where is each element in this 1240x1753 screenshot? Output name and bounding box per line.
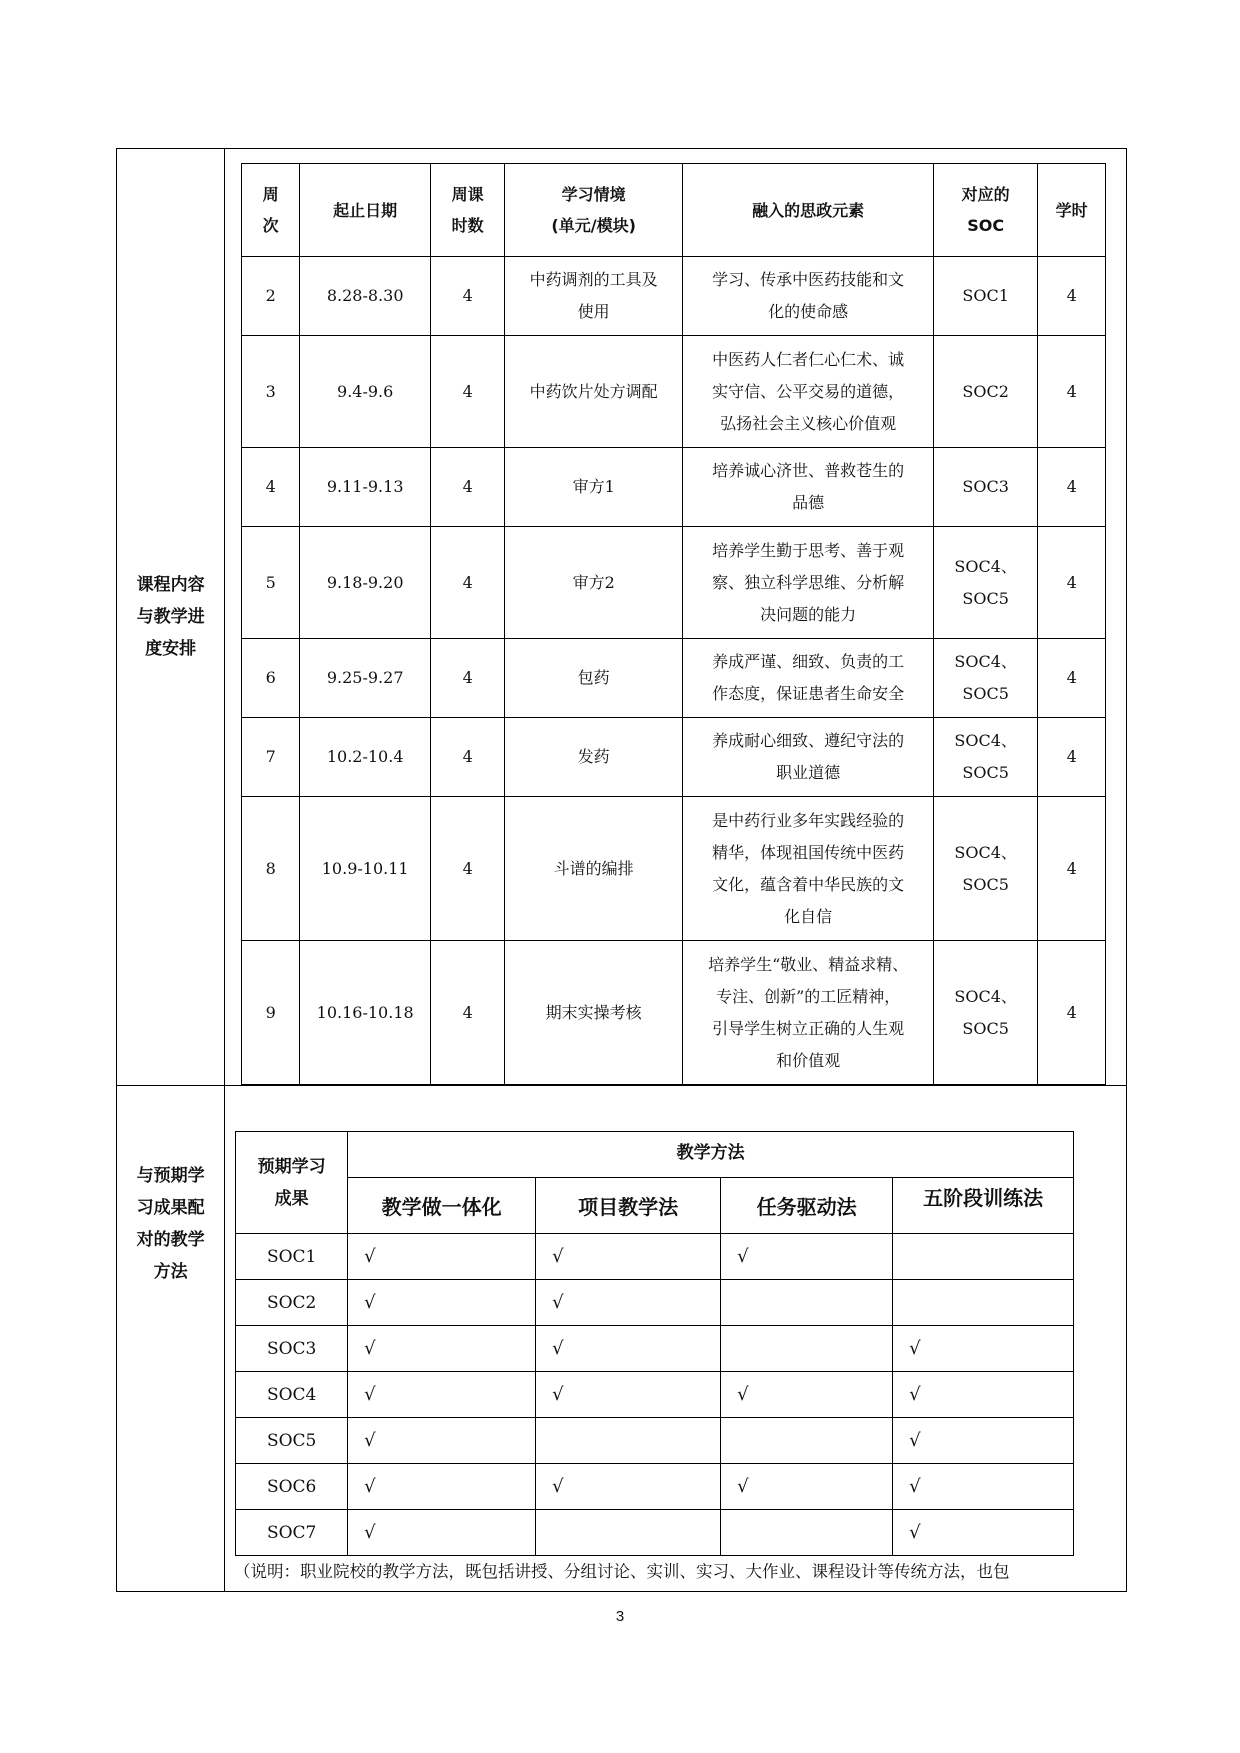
ideology-cell-line: 职业道德 xyxy=(776,763,841,782)
header-ideology: 融入的思政元素 xyxy=(683,164,934,257)
outcome-header: 预期学习 成果 xyxy=(236,1132,348,1234)
module-cell xyxy=(505,336,683,448)
module-cell xyxy=(505,797,683,941)
outcome-soc-cell: SOC4 xyxy=(236,1372,348,1418)
module-cell xyxy=(505,639,683,718)
module-cell xyxy=(505,941,683,1085)
ideology-cell-line: 化自信 xyxy=(784,906,833,926)
module-cell xyxy=(505,718,683,797)
weekly-hours-cell: 4 xyxy=(431,639,505,718)
module-cell-line: 斗谱的编排 xyxy=(553,858,634,878)
check-mark-cell: √ xyxy=(536,1326,721,1372)
check-mark-cell: √ xyxy=(893,1464,1074,1510)
schedule-row xyxy=(242,797,1106,941)
methods-row xyxy=(236,1372,1074,1418)
check-mark-cell xyxy=(721,1326,893,1372)
methods-subheader-row xyxy=(236,1178,1074,1234)
schedule-row xyxy=(242,448,1106,527)
methods-group-header: 教学方法 xyxy=(348,1132,1074,1178)
ideology-cell xyxy=(683,718,934,797)
weekly-hours-cell: 4 xyxy=(431,527,505,639)
dates-cell: 9.18-9.20 xyxy=(300,527,431,639)
soc-cell xyxy=(934,257,1038,336)
check-mark-cell xyxy=(721,1510,893,1556)
check-mark-cell xyxy=(893,1234,1074,1280)
soc-cell-line: SOC5 xyxy=(962,763,1009,782)
hours-cell: 4 xyxy=(1038,448,1106,527)
section2-label-line: 与预期学 xyxy=(136,1166,205,1186)
check-mark-cell: √ xyxy=(348,1372,536,1418)
soc-cell xyxy=(934,336,1038,448)
methods-row xyxy=(236,1418,1074,1464)
dates-cell: 9.25-9.27 xyxy=(300,639,431,718)
ideology-cell-line: 培养学生“敬业、精益求精、 xyxy=(708,954,909,974)
ideology-cell-line: 学习、传承中医药技能和文 xyxy=(712,270,905,289)
soc-cell xyxy=(934,527,1038,639)
soc-cell-line: SOC2 xyxy=(962,381,1009,401)
module-cell-line: 使用 xyxy=(577,302,610,321)
ideology-cell-line: 养成严谨、细致、负责的工 xyxy=(712,652,905,671)
section2-label xyxy=(117,1086,225,1592)
method-integrated: 教学做一体化 xyxy=(348,1178,536,1234)
outcome-soc-cell: SOC1 xyxy=(236,1234,348,1280)
ideology-cell-line: 察、独立科学思维、分析解 xyxy=(712,572,905,592)
check-mark-cell: √ xyxy=(536,1280,721,1326)
method-project: 项目教学法 xyxy=(536,1178,721,1234)
ideology-cell-line: 是中药行业多年实践经验的 xyxy=(712,810,905,830)
week-cell: 4 xyxy=(242,448,300,527)
header-weekly-hours: 周课 时数 xyxy=(431,164,505,257)
soc-cell xyxy=(934,718,1038,797)
hours-cell: 4 xyxy=(1038,336,1106,448)
outcome-soc-cell: SOC6 xyxy=(236,1464,348,1510)
soc-cell-line: SOC5 xyxy=(962,684,1009,703)
ideology-cell-line: 和价值观 xyxy=(776,1050,841,1070)
soc-cell-line: SOC4、 xyxy=(954,731,1017,750)
methods-table xyxy=(235,1131,1074,1556)
ideology-cell-line: 化的使命感 xyxy=(768,302,849,321)
check-mark-cell xyxy=(536,1418,721,1464)
module-cell xyxy=(505,527,683,639)
check-mark-cell: √ xyxy=(893,1418,1074,1464)
method-five-stage: 五阶段训练法 xyxy=(893,1178,1074,1234)
methods-row xyxy=(236,1510,1074,1556)
schedule-container xyxy=(225,149,1127,1086)
methods-note: （说明：职业院校的教学方法，既包括讲授、分组讨论、实训、实习、大作业、课程设计等传统方法，也包 xyxy=(234,1562,1010,1581)
methods-row xyxy=(236,1234,1074,1280)
soc-cell-line: SOC4、 xyxy=(954,556,1017,576)
ideology-cell-line: 实守信、公平交易的道德， xyxy=(712,381,905,401)
weekly-hours-cell: 4 xyxy=(431,257,505,336)
soc-cell xyxy=(934,448,1038,527)
check-mark-cell: √ xyxy=(536,1372,721,1418)
ideology-cell xyxy=(683,448,934,527)
check-mark-cell: √ xyxy=(721,1234,893,1280)
ideology-cell-line: 培养诚心济世、普救苍生的 xyxy=(712,461,905,480)
section1-label xyxy=(117,149,225,1086)
ideology-cell xyxy=(683,639,934,718)
soc-cell-line: SOC4、 xyxy=(954,652,1017,671)
module-cell xyxy=(505,448,683,527)
module-cell-line: 中药饮片处方调配 xyxy=(529,381,658,401)
ideology-cell xyxy=(683,941,934,1085)
methods-row xyxy=(236,1464,1074,1510)
week-cell: 9 xyxy=(242,941,300,1085)
soc-cell-line: SOC5 xyxy=(962,1018,1009,1038)
schedule-row xyxy=(242,639,1106,718)
dates-cell: 10.2-10.4 xyxy=(300,718,431,797)
section1-label-line: 与教学进 xyxy=(136,607,205,627)
dates-cell: 10.16-10.18 xyxy=(300,941,431,1085)
page-number: 3 xyxy=(615,1608,625,1625)
schedule-row xyxy=(242,257,1106,336)
hours-cell: 4 xyxy=(1038,797,1106,941)
ideology-cell-line: 专注、创新”的工匠精神， xyxy=(716,986,901,1006)
schedule-row xyxy=(242,718,1106,797)
dates-cell: 8.28-8.30 xyxy=(300,257,431,336)
check-mark-cell: √ xyxy=(721,1372,893,1418)
header-module: 学习情境 (单元/模块) xyxy=(505,164,683,257)
weekly-hours-cell: 4 xyxy=(431,797,505,941)
module-cell-line: 发药 xyxy=(577,747,610,766)
methods-container xyxy=(225,1086,1127,1592)
section1-label-line: 课程内容 xyxy=(136,575,205,595)
hours-cell: 4 xyxy=(1038,718,1106,797)
header-hours: 学时 xyxy=(1038,164,1106,257)
ideology-cell xyxy=(683,527,934,639)
check-mark-cell xyxy=(721,1280,893,1326)
hours-cell: 4 xyxy=(1038,257,1106,336)
ideology-cell-line: 弘扬社会主义核心价值观 xyxy=(720,413,897,433)
module-cell-line: 审方2 xyxy=(572,572,615,592)
dates-cell: 9.11-9.13 xyxy=(300,448,431,527)
check-mark-cell xyxy=(536,1510,721,1556)
methods-header-row xyxy=(236,1132,1074,1178)
outcome-soc-cell: SOC7 xyxy=(236,1510,348,1556)
soc-cell xyxy=(934,797,1038,941)
check-mark-cell: √ xyxy=(348,1464,536,1510)
week-cell: 7 xyxy=(242,718,300,797)
methods-row xyxy=(236,1280,1074,1326)
check-mark-cell xyxy=(721,1418,893,1464)
section2-label-line: 习成果配 xyxy=(136,1198,205,1218)
ideology-cell-line: 培养学生勤于思考、善于观 xyxy=(712,540,905,560)
weekly-hours-cell: 4 xyxy=(431,448,505,527)
check-mark-cell: √ xyxy=(348,1280,536,1326)
ideology-cell-line: 精华，体现祖国传统中医药 xyxy=(712,842,905,862)
ideology-cell xyxy=(683,336,934,448)
module-cell-line: 中药调剂的工具及 xyxy=(529,270,658,289)
ideology-cell xyxy=(683,797,934,941)
soc-cell-line: SOC3 xyxy=(962,477,1009,496)
header-dates: 起止日期 xyxy=(300,164,431,257)
check-mark-cell xyxy=(893,1280,1074,1326)
ideology-cell-line: 决问题的能力 xyxy=(760,604,857,624)
outcome-soc-cell: SOC2 xyxy=(236,1280,348,1326)
dates-cell: 9.4-9.6 xyxy=(300,336,431,448)
schedule-row xyxy=(242,941,1106,1085)
section2-label-line: 对的教学 xyxy=(136,1230,205,1250)
ideology-cell xyxy=(683,257,934,336)
soc-cell xyxy=(934,941,1038,1085)
schedule-table xyxy=(241,163,1106,1085)
module-cell xyxy=(505,257,683,336)
module-cell-line: 审方1 xyxy=(572,477,615,496)
weekly-hours-cell: 4 xyxy=(431,941,505,1085)
ideology-cell-line: 作态度，保证患者生命安全 xyxy=(712,684,905,703)
check-mark-cell: √ xyxy=(536,1234,721,1280)
check-mark-cell: √ xyxy=(348,1510,536,1556)
weekly-hours-cell: 4 xyxy=(431,718,505,797)
check-mark-cell: √ xyxy=(348,1326,536,1372)
hours-cell: 4 xyxy=(1038,527,1106,639)
check-mark-cell: √ xyxy=(721,1464,893,1510)
hours-cell: 4 xyxy=(1038,941,1106,1085)
soc-cell-line: SOC4、 xyxy=(954,842,1017,862)
check-mark-cell: √ xyxy=(893,1372,1074,1418)
check-mark-cell: √ xyxy=(348,1234,536,1280)
schedule-header-row xyxy=(242,164,1106,257)
schedule-row xyxy=(242,527,1106,639)
header-week: 周 次 xyxy=(242,164,300,257)
ideology-cell-line: 中医药人仁者仁心仁术、诚 xyxy=(712,349,905,369)
dates-cell: 10.9-10.11 xyxy=(300,797,431,941)
outcome-soc-cell: SOC5 xyxy=(236,1418,348,1464)
method-task-driven: 任务驱动法 xyxy=(721,1178,893,1234)
hours-cell: 4 xyxy=(1038,639,1106,718)
soc-cell-line: SOC4、 xyxy=(954,986,1017,1006)
methods-row xyxy=(236,1326,1074,1372)
check-mark-cell: √ xyxy=(348,1418,536,1464)
week-cell: 2 xyxy=(242,257,300,336)
weekly-hours-cell: 4 xyxy=(431,336,505,448)
week-cell: 5 xyxy=(242,527,300,639)
check-mark-cell: √ xyxy=(893,1326,1074,1372)
week-cell: 8 xyxy=(242,797,300,941)
section1-label-line: 度安排 xyxy=(145,639,197,659)
module-cell-line: 包药 xyxy=(577,668,610,687)
header-soc: 对应的 SOC xyxy=(934,164,1038,257)
ideology-cell-line: 养成耐心细致、遵纪守法的 xyxy=(712,731,905,750)
soc-cell-line: SOC5 xyxy=(962,588,1009,608)
module-cell-line: 期末实操考核 xyxy=(545,1002,642,1022)
week-cell: 3 xyxy=(242,336,300,448)
section2-label-line: 方法 xyxy=(153,1262,188,1282)
ideology-cell-line: 品德 xyxy=(792,493,825,512)
check-mark-cell: √ xyxy=(893,1510,1074,1556)
soc-cell-line: SOC5 xyxy=(962,874,1009,894)
outcome-soc-cell: SOC3 xyxy=(236,1326,348,1372)
ideology-cell-line: 文化，蕴含着中华民族的文 xyxy=(712,874,905,894)
soc-cell-line: SOC1 xyxy=(962,286,1009,305)
schedule-row xyxy=(242,336,1106,448)
check-mark-cell: √ xyxy=(536,1464,721,1510)
week-cell: 6 xyxy=(242,639,300,718)
ideology-cell-line: 引导学生树立正确的人生观 xyxy=(712,1018,905,1038)
soc-cell xyxy=(934,639,1038,718)
